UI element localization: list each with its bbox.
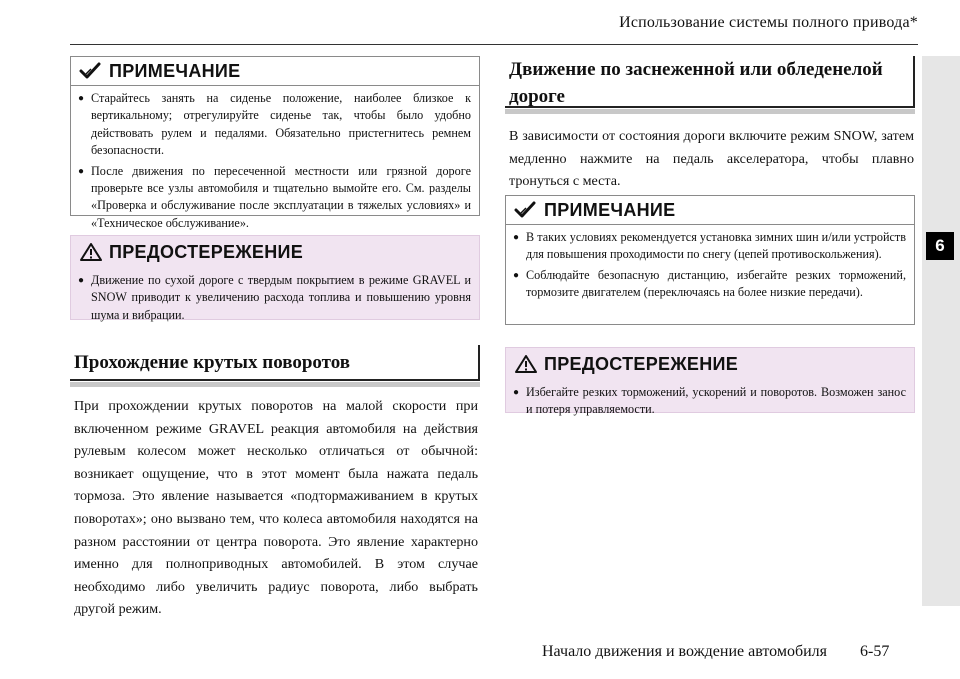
note-list — [71, 86, 479, 239]
caution-list — [71, 268, 479, 331]
chapter-side-tab — [922, 56, 960, 606]
heading-underbar — [70, 382, 480, 387]
section-text-turns: При прохождении крутых поворотов на малой скорости при включенном режиме GRAVEL реакция автомобиля на действия рулевым колесом может несколько отличаться от обычной: возникает ощущение, что в этот момент была нажата педаль тормоза. Это явление называется «подтормаживанием в крутых поворотах»; оно вызвано тем, что колеса автомобиля находятся на разном расстоянии от центра поворота. Это явление характерно именно для полноприводных автомобилей. В этом случае необходимо либо увеличить радиус поворота, либо выбрать другой режим. — [74, 398, 478, 618]
section-text-snow: В зависимости от состояния дороги включите режим SNOW, затем медленно нажмите на педаль акселератора, чтобы плавно тронуться с места. — [509, 128, 914, 190]
section-heading-snow: Движение по заснеженной или обледенелой дороге — [505, 56, 915, 108]
note-header — [71, 57, 479, 86]
right-caution-box — [505, 347, 915, 417]
note-header — [506, 196, 914, 225]
pencil-icon — [79, 61, 103, 81]
heading-underbar — [505, 109, 915, 114]
left-caution-box — [70, 235, 480, 320]
caution-header — [506, 348, 914, 380]
list-item: ● Движение по сухой дороге с твердым покрытием в режиме GRAVEL и SNOW приводит к увеличению расхода топлива и повышению уровня шума и вибрации. — [91, 272, 471, 324]
right-note-box — [505, 195, 915, 325]
list-item: ● Старайтесь занять на сиденье положение, наиболее близкое к вертикальному; отрегулируйте сиденье так, чтобы было удобно действовать рулем и педалями. Обязательно пристегнитесь ремнем безопасности. — [91, 90, 471, 160]
note-title: ПРИМЕЧАНИЕ — [109, 60, 241, 81]
note-list — [506, 225, 914, 309]
footer-section-title: Начало движения и вождение автомобиля — [542, 643, 828, 660]
header-divider — [70, 44, 918, 45]
list-item: ● Избегайте резких торможений, ускорений и поворотов. Возможен занос и потеря управляемости. — [526, 384, 906, 419]
running-header: Использование системы полного привода* — [619, 14, 918, 31]
page-number: 6-57 — [860, 643, 890, 660]
section-heading-turns: Прохождение крутых поворотов — [70, 345, 480, 381]
list-item: ● Соблюдайте безопасную дистанцию, избегайте резких торможений, тормозите двигателем (переключаясь на более низкие передачи). — [526, 267, 906, 302]
list-item: ● В таких условиях рекомендуется установка зимних шин и/или устройств для повышения проходимости по снегу (цепей противоскольжения). — [526, 229, 906, 264]
left-note-box — [70, 56, 480, 230]
caution-title: ПРЕДОСТЕРЕЖЕНИЕ — [109, 241, 304, 262]
chapter-number-badge: 6 — [926, 232, 954, 260]
warning-triangle-icon — [514, 354, 538, 374]
caution-header — [71, 236, 479, 268]
list-item: ● После движения по пересеченной местности или грязной дороге проверьте все узлы автомобиля и тщательно вымойте его. См. разделы «Проверка и обслуживание после эксплуатации в тяжелых условиях» и «Техническое обслуживание». — [91, 163, 471, 233]
note-title: ПРИМЕЧАНИЕ — [544, 199, 676, 220]
caution-list — [506, 380, 914, 426]
pencil-icon — [514, 200, 538, 220]
caution-title: ПРЕДОСТЕРЕЖЕНИЕ — [544, 353, 739, 374]
warning-triangle-icon — [79, 242, 103, 262]
